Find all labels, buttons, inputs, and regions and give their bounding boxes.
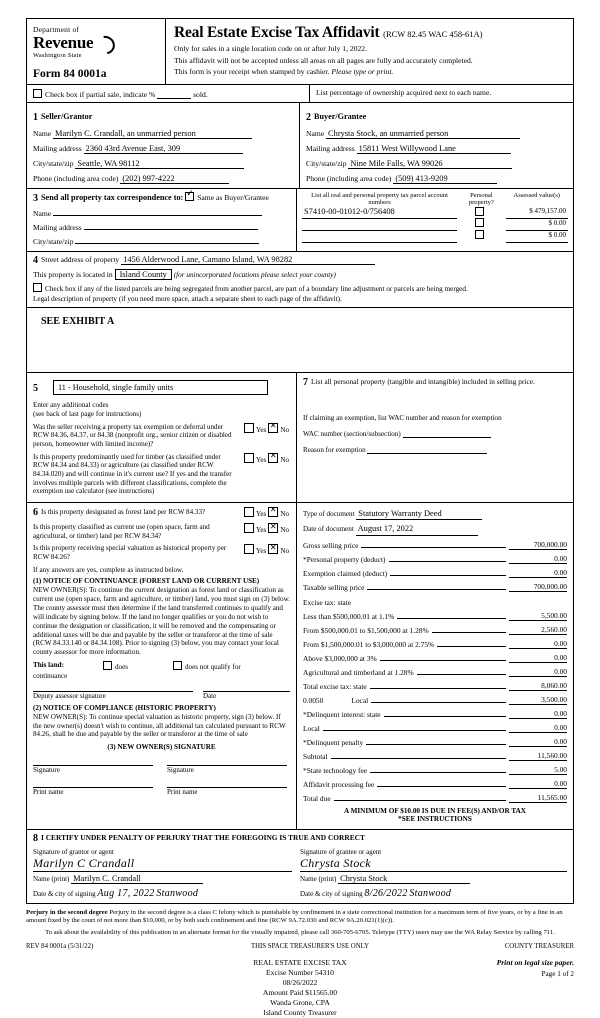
- this-land-row: [33, 661, 290, 672]
- doc-date-field[interactable]: Date of document August 17, 2022: [303, 524, 567, 536]
- doc-type-value: Statutory Warranty Deed: [356, 509, 482, 521]
- notice-continuance-title: (1) NOTICE OF CONTINUANCE (FOREST LAND OR CURRENT USE): [33, 577, 260, 586]
- title-block: [166, 19, 573, 81]
- buyer-citystatezip-label: City/state/zip: [306, 159, 347, 168]
- treasurer-space-label: THIS SPACE TREASURER'S USE ONLY: [250, 942, 369, 950]
- line-affidavit-processing-fee: [303, 778, 567, 789]
- s6q3-yes-checkbox[interactable]: [244, 544, 254, 554]
- perjury-notice: Perjury in the second degree Perjury in the second degree is a class C felony which is punishable by confinement in a state correctional institution for a maximum term of five years, or by a fine in an amount fixed by the court of not more than $10,000, or by both such confinement and fine (RCW 9A.72.030 and RCW 9A.20.021(1)(c)).: [26, 908, 563, 925]
- line-label: Affidavit processing fee: [303, 779, 375, 789]
- does-not-label: does not qualify for: [185, 663, 241, 672]
- legal-description-text: SEE EXHIBIT A: [41, 316, 115, 327]
- new-owner-print-label-2: Print name: [167, 788, 198, 797]
- department-label: Department of: [33, 25, 80, 34]
- stamp-line-6: Island County Treasurer: [263, 1008, 337, 1018]
- line-value: 0.00: [509, 653, 567, 663]
- section6-q1-text: Is this property designated as forest land per RCW 84.33?: [41, 507, 206, 516]
- stamp-line-2: Excise Number 54310: [266, 967, 334, 977]
- seller-section: [27, 103, 300, 188]
- parcel-account-1[interactable]: [302, 218, 457, 230]
- line-label: *Delinquent penalty: [303, 737, 364, 747]
- buyer-mailing-field[interactable]: [306, 144, 567, 154]
- section5-question-1: [33, 423, 290, 449]
- line-delinquent-penalty: [303, 736, 567, 747]
- grantee-date-value: 8/26/2022: [364, 887, 408, 899]
- line-label: Less than $500,000.01 at 1.1%: [303, 611, 395, 621]
- line-value: 0.00: [509, 639, 567, 649]
- header-sub-1: Only for sales in a single location code on or after July 1, 2022.: [174, 44, 367, 53]
- see-instructions-note: *SEE INSTRUCTIONS: [398, 814, 472, 823]
- stamp-line-3: 08/26/2022: [282, 978, 318, 987]
- line-taxable-selling-price: [303, 581, 567, 592]
- buyer-name-label: Name: [306, 129, 325, 138]
- grantee-print-value: Chrysta Stock: [338, 874, 470, 884]
- line-label: From $1,500,000.01 to $3,000,000 at 2.75%: [303, 639, 435, 649]
- line-value: 2,560.00: [509, 625, 567, 635]
- form-sheet: [26, 18, 574, 1018]
- partial-sale-sold-label: sold.: [193, 90, 208, 99]
- line-value: 0.00: [509, 709, 567, 719]
- partial-sale-percent-input[interactable]: [157, 88, 191, 99]
- section6-question-2: [33, 523, 290, 540]
- section4-number: 4: [33, 255, 38, 266]
- section7-heading: List all personal property (tangible and intangible) included in selling price.: [311, 377, 535, 386]
- stamp-line-5: Wanda Grone, CPA: [270, 998, 330, 1008]
- parcel-personal-2[interactable]: [457, 230, 505, 242]
- section8-number: 8: [33, 832, 38, 844]
- parcel-assessed-1: $ 0.00: [506, 218, 568, 230]
- parcel-assessed-2: $ 0.00: [506, 230, 568, 242]
- line-personal-property: [303, 553, 567, 564]
- notice-compliance-title: (2) NOTICE OF COMPLIANCE (HISTORIC PROPERTY): [33, 703, 216, 712]
- this-land-label: This land:: [33, 661, 64, 670]
- line-value: 11,565.00: [509, 793, 567, 803]
- grantee-signature-col: [300, 848, 567, 899]
- new-owner-sig-label-1: Signature: [33, 766, 60, 775]
- line-exemption-claimed: [303, 567, 567, 578]
- located-in-label: This property is located in: [33, 270, 113, 279]
- state-label: Washington State: [33, 52, 82, 59]
- line-value: 5.00: [509, 765, 567, 775]
- new-owner-print-label-1: Print name: [33, 788, 64, 797]
- line-value: 5,500.00: [509, 611, 567, 621]
- section6-block: [27, 503, 297, 829]
- q2-no-checkbox[interactable]: [268, 453, 278, 463]
- seller-citystatezip-field[interactable]: [33, 159, 293, 169]
- parcel-personal-1[interactable]: [457, 218, 505, 230]
- personal-property-checkbox[interactable]: [475, 207, 484, 216]
- correspondence-heading: Send all property tax correspondence to:: [41, 193, 184, 202]
- correspondence-parcels-row: [26, 188, 574, 251]
- seller-citystatezip-value: Seattle, WA 98112: [75, 159, 244, 169]
- grantor-print-value: Marilyn C. Crandall: [71, 874, 203, 884]
- line-subtotal: [303, 750, 567, 761]
- section5-question-2: [33, 453, 290, 496]
- parcel-table-section: [297, 189, 573, 251]
- doc-type-field[interactable]: Type of document Statutory Warranty Deed: [303, 509, 567, 521]
- assessor-date-label: Date: [203, 691, 217, 700]
- revenue-logo: Revenue: [33, 34, 161, 51]
- buyer-section-number: 2: [306, 112, 311, 123]
- section6-money-row: [26, 502, 574, 829]
- does-label: does: [115, 663, 129, 672]
- line-value: 0.00: [509, 554, 567, 564]
- does-not-qualify-checkbox[interactable]: [173, 661, 182, 670]
- s6q3-no-checkbox[interactable]: [268, 544, 278, 554]
- seller-name-field[interactable]: [33, 129, 293, 139]
- line-label: *Delinquent interest: state: [303, 709, 381, 719]
- seller-buyer-row: [26, 102, 574, 188]
- line-label: Local: [303, 723, 320, 733]
- line-label: Above $3,000,000 at 3%: [303, 653, 377, 663]
- section5-section7-row: [26, 372, 574, 502]
- buyer-phone-value: (509) 413-9209: [393, 174, 497, 184]
- segregate-label: Check box if any of the listed parcels are being segregated from another parcel, are part of a boundary line adjustment or parcels are being merged.: [45, 285, 468, 293]
- grantor-date-value: Aug 17, 2022: [97, 887, 155, 899]
- land-use-code-select[interactable]: 11 - Household, single family units: [53, 380, 268, 395]
- buyer-mailing-value: 15811 West Willywood Lane: [357, 144, 511, 154]
- correspondence-mailing-value: [84, 229, 258, 230]
- line-gross-selling-price: [303, 539, 567, 550]
- s6q1-yes-checkbox[interactable]: [244, 507, 254, 517]
- buyer-name-field[interactable]: [306, 129, 567, 139]
- section5-q1-answer[interactable]: Yes ✕ No: [242, 423, 290, 434]
- stamp-line-1: REAL ESTATE EXCISE TAX: [253, 957, 347, 967]
- legal-description-label: Legal description of property (if you need more space, attach a separate sheet to each page of the affidavit).: [33, 295, 342, 303]
- notice-continuance-body: NEW OWNER(S): To continue the current designation as forest land or classification as current use (open space, farm and agriculture, or timber) land, you must sign on (3) below. The county assessor must then determine if the land transferred continues to qualify and will indicate by signing below. If the land no longer qualifies or you do not wish to continue the designation or classification, it will be removed and the compensating or additional taxes will be due and payable by the seller or transferor at the time of sale (RCW 84.33.140 or 84.34.108). Prior to signing (3) below, you may contact your local county assessor for more information.: [33, 586, 291, 657]
- correspondence-name-value: [53, 215, 262, 216]
- grantee-signature-label: Signature of grantee or agent: [300, 847, 382, 856]
- section7-block: [297, 373, 573, 502]
- ownership-note: List percentage of ownership acquired next to each name.: [316, 88, 492, 97]
- parcel-col-assessed: Assessed value(s): [513, 192, 560, 199]
- line-label: Total due: [303, 793, 331, 803]
- grantor-signature-value: Marilyn C Crandall: [33, 855, 135, 870]
- wac-number-field[interactable]: WAC number (section/subsection): [303, 427, 567, 439]
- property-address-section: [26, 251, 574, 307]
- section6-q2-text: Is this property classified as current use (open space, farm and agricultural, or timber) land per RCW 84.34?: [33, 523, 210, 540]
- line-value: 0.00: [509, 667, 567, 677]
- section6-q3-text: Is this property receiving special valuation as historical property per RCW 84.26?: [33, 544, 227, 561]
- section5-number: 5: [33, 383, 38, 394]
- line-value: 0.00: [509, 723, 567, 733]
- table-row: [302, 230, 568, 242]
- correspondence-mailing-field[interactable]: [33, 223, 290, 232]
- signature-grid: [33, 848, 567, 899]
- street-address-value[interactable]: 1456 Alderwood Lane, Camano Island, WA 98282: [121, 255, 375, 265]
- form-number: Form 84 0001a: [33, 68, 107, 80]
- notice-compliance-body: NEW OWNER(S): To continue special valuation as historic property, sign (3) below. If the new owner(s) doesn't wish to continue, all additional tax calculated pursuant to RCW 84.26, shall be due and payable by the seller or transferor at the time of sale: [33, 712, 286, 739]
- seller-name-label: Name: [33, 129, 52, 138]
- line-label: Agricultural and timberland at 1.28%: [303, 667, 414, 677]
- certification-heading: I CERTIFY UNDER PENALTY OF PERJURY THAT THE FOREGOING IS TRUE AND CORRECT: [41, 832, 365, 842]
- correspondence-citystatezip-label: City/state/zip: [33, 237, 74, 246]
- table-row: [302, 207, 568, 219]
- enter-codes-label: Enter any additional codes: [33, 401, 109, 409]
- seller-phone-value: (202) 997-4222: [120, 174, 229, 184]
- s6q2-yes-checkbox[interactable]: [244, 523, 254, 533]
- line-total-excise-state: [303, 680, 567, 691]
- line-value: 700,000.00: [509, 582, 567, 592]
- line-local: [303, 694, 567, 705]
- partial-sale-label: Check box if partial sale, indicate %: [45, 90, 156, 99]
- if-any-answers-yes: If any answers are yes, complete as instructed below.: [33, 565, 184, 574]
- new-owner-sig-label-2: Signature: [167, 766, 194, 775]
- parcel-personal-0[interactable]: [457, 207, 505, 219]
- correspondence-citystatezip-field[interactable]: [33, 237, 290, 246]
- grantor-signature-label: Signature of grantor or agent: [33, 847, 114, 856]
- page-title: Real Estate Excise Tax Affidavit (RCW 82.45 WAC 458-61A): [174, 24, 483, 41]
- q2-yes-checkbox[interactable]: [244, 453, 254, 463]
- line-label: From $500,000.01 to $1,500,000 at 1.28%: [303, 625, 429, 635]
- correspondence-citystatezip-value: [75, 243, 259, 244]
- grantor-signature-col: [33, 848, 300, 899]
- partial-sale-row: [26, 84, 574, 102]
- parcel-col-personal: Personal property?: [468, 192, 494, 207]
- buyer-phone-field[interactable]: [306, 174, 567, 184]
- grantor-city-value: Stanwood: [156, 887, 199, 899]
- seller-section-number: 1: [33, 112, 38, 123]
- legal-description-box[interactable]: [26, 307, 574, 372]
- seller-mailing-value: 2360 43rd Avenue East, 309: [84, 144, 243, 154]
- buyer-section: [300, 103, 573, 188]
- section5-q1-text: Was the seller receiving a property tax exemption or deferral under RCW 84.36, 84.37, or 84.38 (nonprofit org., senior citizen or disabled person, homeowner with limited income)?: [33, 422, 232, 448]
- line-label: Local: [351, 695, 369, 705]
- line-label: Gross selling price: [303, 540, 359, 550]
- buyer-mailing-label: Mailing address: [306, 144, 355, 153]
- local-rate: 0.0050: [303, 695, 324, 705]
- section6-q1-answer[interactable]: Yes ✕ No: [242, 507, 290, 518]
- same-as-buyer-checkbox[interactable]: [185, 192, 194, 201]
- seller-citystatezip-label: City/state/zip: [33, 159, 74, 168]
- line-tier-1: [303, 610, 567, 621]
- exemption-note: If claiming an exemption, list WAC number and reason for exemption: [303, 414, 502, 422]
- grantee-signature-value: Chrysta Stock: [300, 855, 371, 870]
- parcel-account-2[interactable]: [302, 230, 457, 242]
- personal-property-checkbox[interactable]: [475, 230, 484, 239]
- q1-yes-checkbox[interactable]: [244, 423, 254, 433]
- header-sub-2: This affidavit will not be accepted unless all areas on all pages are fully and accurately completed.: [174, 55, 473, 65]
- partial-sale-checkbox[interactable]: [33, 89, 42, 98]
- line-value: 700,000.00: [509, 540, 567, 550]
- section5-q2-answer[interactable]: Yes ✕ No: [242, 453, 290, 464]
- grantor-date-field[interactable]: Date & city of signing Aug 17, 2022 Stanwood: [33, 887, 199, 899]
- title-rcw: (RCW 82.45 WAC 458-61A): [383, 29, 483, 39]
- personal-property-checkbox[interactable]: [475, 218, 484, 227]
- section5-q2-text: Is this property predominantly used for timber (as classified under RCW 84.34 and 84.33) or agriculture (as classified under RCW 84.34.020) and will continue in it's current use? If yes and the transfer involves multiple parcels with different classifications, complete the exemption use calculator (see instructions): [33, 452, 232, 496]
- continuance-label: continuance: [33, 672, 68, 681]
- line-label: *Personal property (deduct): [303, 554, 386, 564]
- seller-mailing-label: Mailing address: [33, 144, 82, 153]
- buyer-citystatezip-value: Nine Mile Falls, WA 99026: [348, 159, 512, 169]
- line-ag-timber: [303, 666, 567, 677]
- reason-for-exemption-field[interactable]: Reason for exemption: [303, 443, 567, 455]
- does-qualify-checkbox[interactable]: [103, 661, 112, 670]
- doc-date-value: August 17, 2022: [356, 524, 478, 536]
- minimum-due-note: A MINIMUM OF $10.00 IS DUE IN FEE(S) AND/OR TAX: [344, 806, 526, 815]
- s6q2-no-checkbox[interactable]: [268, 523, 278, 533]
- section6-question-3: [33, 544, 290, 561]
- line-value: 11,560.00: [509, 751, 567, 761]
- buyer-citystatezip-field[interactable]: [306, 159, 567, 169]
- s6q1-no-checkbox[interactable]: [268, 507, 278, 517]
- new-owner-signature-title: (3) NEW OWNER(S) SIGNATURE: [107, 743, 216, 752]
- seller-name-value: Marilyn C. Crandall, an unmarried person: [53, 129, 252, 139]
- line-delinquent-interest-state: [303, 708, 567, 719]
- grantor-signature-line[interactable]: [33, 856, 292, 872]
- seller-heading: Seller/Grantor: [41, 112, 93, 121]
- line-delinquent-interest-local: [303, 722, 567, 733]
- line-label: Exemption claimed (deduct): [303, 568, 388, 578]
- buyer-phone-label: Phone (including area code): [306, 174, 392, 183]
- seller-phone-label: Phone (including area code): [33, 174, 119, 183]
- parcel-assessed-0: $ 479,157.00: [506, 207, 568, 219]
- buyer-heading: Buyer/Grantee: [314, 112, 367, 121]
- line-label: Excise tax: state: [303, 597, 352, 607]
- segregate-checkbox[interactable]: [33, 283, 42, 292]
- see-back-label: (see back of last page for instructions): [33, 409, 142, 418]
- line-excise-tax-state: [303, 598, 567, 607]
- form-footer: [26, 943, 574, 950]
- line-value: 8,060.00: [509, 681, 567, 691]
- grantee-print-field[interactable]: Name (print) Chrysta Stock: [300, 874, 567, 884]
- stamp-line-4: Amount Paid $11565.00: [262, 988, 338, 998]
- form-header: [26, 18, 574, 84]
- correspondence-section: [27, 189, 297, 251]
- parcel-table: [302, 192, 568, 243]
- section7-number: 7: [303, 377, 308, 388]
- grantee-city-value: Stanwood: [409, 887, 452, 899]
- line-tier-3: [303, 638, 567, 649]
- partial-sale-cell: [27, 85, 310, 102]
- legal-size-note: Print on legal size paper.: [496, 957, 574, 967]
- street-address-label: Street address of property: [41, 255, 120, 264]
- section5-block: [27, 373, 297, 502]
- rev-number: REV 84 0001a (5/31/22): [26, 942, 94, 950]
- ada-notice: To ask about the availability of this publication in an alternate format for the visually impaired, please call 360-705-6705. Teletype (TTY) users may use the WA Relay Service by calling 711.: [45, 928, 555, 936]
- seller-phone-field[interactable]: [33, 174, 293, 184]
- line-label: *State technology fee: [303, 765, 368, 775]
- q1-no-checkbox[interactable]: [268, 423, 278, 433]
- line-tier-4: [303, 652, 567, 663]
- buyer-name-value: Chrysta Stock, an unmarried person: [326, 129, 520, 139]
- correspondence-name-field[interactable]: [33, 209, 290, 218]
- revenue-swoosh-icon: [96, 35, 114, 51]
- grantor-print-field[interactable]: Name (print) Marilyn C. Crandall: [33, 874, 292, 884]
- county-treasurer-label: COUNTY TREASURER: [504, 942, 574, 950]
- correspondence-mailing-label: Mailing address: [33, 223, 82, 232]
- seller-mailing-field[interactable]: [33, 144, 293, 154]
- line-label: Subtotal: [303, 751, 328, 761]
- print-notes: [497, 958, 574, 978]
- tax-calculation-block: [297, 503, 573, 829]
- section6-q3-answer[interactable]: Yes ✕ No: [242, 544, 290, 555]
- section6-q2-answer[interactable]: Yes ✕ No: [242, 523, 290, 534]
- line-label: Taxable selling price: [303, 582, 365, 592]
- county-note: (for unincorporated locations please select your county): [173, 271, 336, 279]
- grantee-date-field[interactable]: Date & city of signing 8/26/2022 Stanwood: [300, 887, 452, 899]
- same-as-buyer-label: Same as Buyer/Grantee: [197, 193, 269, 202]
- section6-question-1: [33, 507, 290, 519]
- line-value: 0.00: [509, 568, 567, 578]
- line-tier-2: [303, 624, 567, 635]
- header-sub-3: This form is your receipt when stamped by cashier. Please type or print.: [174, 67, 394, 77]
- correspondence-name-label: Name: [33, 209, 52, 218]
- correspondence-section-number: 3: [33, 193, 38, 204]
- line-label: Total excise tax: state: [303, 681, 367, 691]
- line-total-due: [303, 792, 567, 803]
- agency-block: [27, 19, 166, 84]
- assessor-signature-label: Deputy assessor signature: [33, 691, 106, 700]
- line-value: 0.00: [509, 737, 567, 747]
- page-number: Page 1 of 2: [541, 969, 574, 978]
- table-row: [302, 218, 568, 230]
- county-select[interactable]: Island County: [115, 269, 172, 280]
- line-value: 0.00: [509, 779, 567, 789]
- line-state-technology-fee: [303, 764, 567, 775]
- parcel-account-0[interactable]: S7410-00-01012-0/756408: [302, 207, 457, 219]
- certification-section: [26, 829, 574, 904]
- grantee-signature-line[interactable]: [300, 856, 567, 872]
- parcel-col-accounts: List all real and personal property tax parcel account numbers: [311, 192, 448, 207]
- line-value: 3,500.00: [509, 695, 567, 705]
- section6-number: 6: [33, 506, 38, 518]
